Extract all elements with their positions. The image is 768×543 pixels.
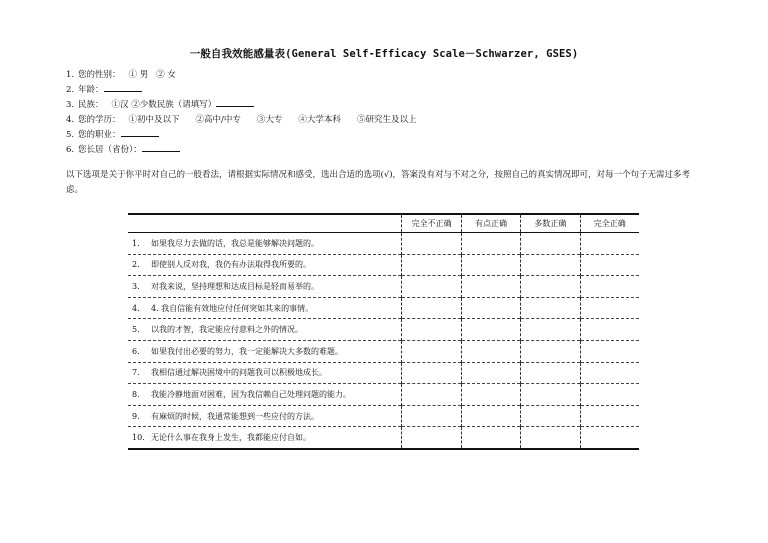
table-row: [128, 233, 639, 255]
item-cell: [128, 427, 402, 449]
answer-cell[interactable]: [461, 405, 520, 427]
answer-cell[interactable]: [580, 297, 639, 319]
item-cell: [128, 362, 402, 384]
info-label: 您长居（省份）：: [78, 145, 142, 155]
info-label: 您的性别：: [78, 70, 121, 80]
answer-cell[interactable]: [580, 427, 639, 449]
answer-cell[interactable]: [402, 297, 461, 319]
answer-cell[interactable]: [461, 427, 520, 449]
answer-cell[interactable]: [580, 384, 639, 406]
column-header-item: [128, 214, 402, 233]
answer-cell[interactable]: [580, 362, 639, 384]
info-line: [66, 113, 424, 128]
column-header-option: 完全不正确: [402, 214, 461, 233]
item-text: 我能冷静地面对困难，因为我信赖自己处理问题的能力。: [151, 389, 351, 399]
item-text: 有麻烦的时候，我通常能想到一些应付的方法。: [151, 411, 319, 421]
table-row: [128, 276, 639, 298]
info-label: 您的职业：: [78, 130, 121, 140]
table-row: [128, 384, 639, 406]
table-row: [128, 405, 639, 427]
item-number: 8.: [132, 389, 140, 399]
item-number: 9.: [132, 411, 140, 421]
answer-cell[interactable]: [402, 340, 461, 362]
info-option[interactable]: ② 女: [156, 70, 176, 80]
info-line: [66, 98, 424, 113]
answer-cell[interactable]: [521, 340, 580, 362]
answer-cell[interactable]: [521, 254, 580, 276]
item-number: 7.: [132, 368, 140, 378]
answer-cell[interactable]: [461, 319, 520, 341]
answer-cell[interactable]: [521, 362, 580, 384]
answer-cell[interactable]: [580, 276, 639, 298]
item-cell: [128, 384, 402, 406]
item-text: 如果我付出必要的努力，我一定能解决大多数的难题。: [151, 346, 343, 356]
item-cell: [128, 254, 402, 276]
answer-cell[interactable]: [521, 276, 580, 298]
item-text: 4. 我自信能有效地应付任何突如其来的事情。: [151, 303, 314, 313]
item-cell: [128, 340, 402, 362]
item-number: 2.: [132, 260, 140, 270]
fill-in-blank[interactable]: [104, 83, 142, 92]
answer-cell[interactable]: [402, 384, 461, 406]
answer-cell[interactable]: [461, 340, 520, 362]
answer-cell[interactable]: [461, 254, 520, 276]
info-line: [66, 68, 424, 83]
info-option[interactable]: ① 男: [128, 70, 149, 80]
answer-cell[interactable]: [461, 233, 520, 255]
answer-cell[interactable]: [402, 362, 461, 384]
answer-cell[interactable]: [461, 297, 520, 319]
info-option[interactable]: ①汉 ②少数民族（请填写）: [111, 100, 217, 110]
table-row: [128, 340, 639, 362]
info-option[interactable]: ③大专: [256, 115, 283, 125]
answer-cell[interactable]: [580, 233, 639, 255]
item-text: 如果我尽力去做的话，我总是能够解决问题的。: [151, 238, 319, 248]
answer-cell[interactable]: [402, 233, 461, 255]
info-option[interactable]: ②高中/中专: [195, 115, 241, 125]
table-body: [128, 233, 639, 449]
info-option[interactable]: ⑤研究生及以上: [356, 115, 417, 125]
info-label: 民族：: [78, 100, 104, 110]
item-text: 以我的才智，我定能应付意料之外的情况。: [151, 325, 303, 335]
info-line: [66, 83, 424, 98]
item-cell: [128, 276, 402, 298]
answer-cell[interactable]: [461, 276, 520, 298]
column-header-option: 有点正确: [461, 214, 520, 233]
info-number: 4.: [66, 115, 75, 125]
answer-cell[interactable]: [461, 384, 520, 406]
answer-cell[interactable]: [521, 427, 580, 449]
table-row: [128, 254, 639, 276]
info-number: 2.: [66, 85, 75, 95]
answer-cell[interactable]: [580, 405, 639, 427]
info-option[interactable]: ①初中及以下: [128, 115, 180, 125]
answer-cell[interactable]: [402, 427, 461, 449]
column-header-option: 多数正确: [521, 214, 580, 233]
answer-cell[interactable]: [402, 276, 461, 298]
scale-table: [128, 213, 639, 450]
fill-in-blank[interactable]: [142, 143, 180, 152]
item-number: 4.: [132, 303, 140, 313]
answer-cell[interactable]: [580, 254, 639, 276]
answer-cell[interactable]: [521, 233, 580, 255]
info-line: [66, 143, 424, 158]
info-number: 3.: [66, 100, 75, 110]
item-cell: [128, 405, 402, 427]
info-option[interactable]: ④大学本科: [298, 115, 341, 125]
demographics-section: [66, 68, 424, 158]
item-cell: [128, 233, 402, 255]
item-number: 1.: [132, 238, 140, 248]
answer-cell[interactable]: [402, 319, 461, 341]
table-row: [128, 427, 639, 449]
info-label: 您的学历：: [78, 115, 121, 125]
answer-cell[interactable]: [521, 319, 580, 341]
item-number: 10.: [132, 433, 145, 443]
item-text: 无论什么事在我身上发生，我都能应付自如。: [151, 433, 311, 443]
item-text: 我相信通过解决困境中的问题我可以积极地成长。: [151, 368, 327, 378]
table-row: [128, 362, 639, 384]
item-cell: [128, 297, 402, 319]
answer-cell[interactable]: [580, 340, 639, 362]
info-number: 6.: [66, 145, 75, 155]
answer-cell[interactable]: [521, 297, 580, 319]
info-label: 年龄：: [78, 85, 104, 95]
table-header-row: [128, 214, 639, 233]
table-row: [128, 319, 639, 341]
fill-in-blank[interactable]: [216, 98, 254, 107]
item-cell: [128, 319, 402, 341]
item-number: 5.: [132, 325, 140, 335]
page-title: 一般自我效能感量表(General Self-Efficacy Scale－Schwarzer, GSES): [189, 48, 579, 60]
item-text: 对我来说，坚持理想和达成目标是轻而易举的。: [151, 281, 319, 291]
item-number: 6.: [132, 346, 140, 356]
fill-in-blank[interactable]: [121, 128, 159, 137]
info-number: 5.: [66, 130, 75, 140]
answer-cell[interactable]: [521, 405, 580, 427]
item-text: 即使别人反对我，我仍有办法取得我所要的。: [151, 260, 311, 270]
answer-cell[interactable]: [402, 254, 461, 276]
instructions-paragraph: 以下选项是关于你平时对自己的一般看法，请根据实际情况和感受，选出合适的选项(√)，答案没有对与不对之分，按照自己的真实情况即可，对每一个句子无需过多考虑。: [66, 170, 691, 195]
info-line: [66, 128, 424, 143]
answer-cell[interactable]: [521, 384, 580, 406]
column-header-option: 完全正确: [580, 214, 639, 233]
item-number: 3.: [132, 281, 140, 291]
answer-cell[interactable]: [402, 405, 461, 427]
answer-cell[interactable]: [461, 362, 520, 384]
table-row: [128, 297, 639, 319]
info-number: 1.: [66, 70, 75, 80]
answer-cell[interactable]: [580, 319, 639, 341]
